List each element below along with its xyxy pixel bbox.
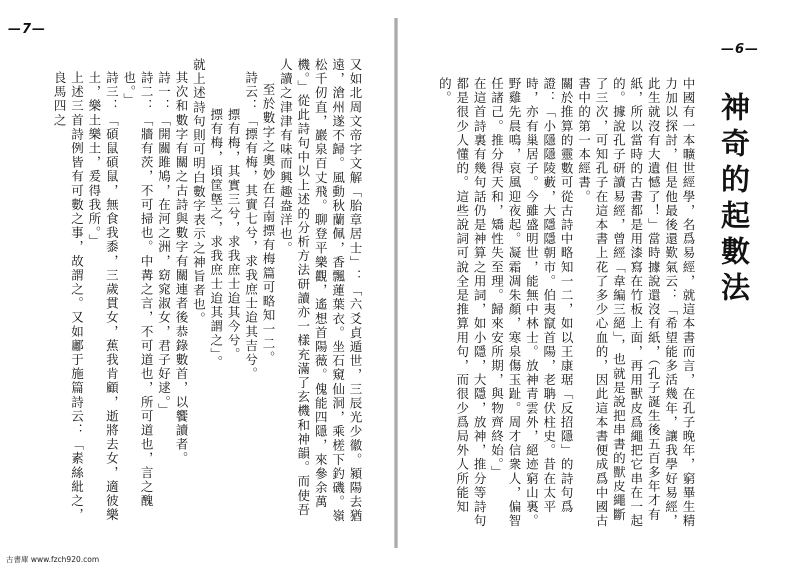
poem-line: 詩一：「開關雎鳩，在河之洲，窈窕淑女，君子好逑。」	[156, 70, 172, 417]
poem-line: 詩二：「牆有茨，不可掃也。中冓之言，不可道也，所可道也，言之醜也。」	[121, 70, 155, 508]
page-number-right: —6—	[720, 42, 759, 57]
poem-line: 摽有梅，其實三兮，求我庶士迨其今兮。	[226, 108, 242, 362]
paragraph: 上述三首詩例皆有可數之事，故謂之。又如鄘于施篇詩云：「素絲紕之，良馬四之	[52, 70, 85, 522]
right-page-body	[407, 64, 697, 534]
poem-line: 摽有梅，頃筐墍之，求我庶士迨其謂之」。	[208, 108, 224, 370]
paragraph: 至於數字之奧妙在召南摽有梅篇可略知一二。	[260, 83, 276, 365]
paragraph: 其次和數字有關之古詩與數字有關連者後恭錄數首，以饗讀者。	[173, 70, 189, 466]
paragraph: 又如北周文帝字文解「胎章居士」：「六爻貞遁世，三辰光少徽。潁陽去猶遠，滄州遂不歸。風動秋蘭佩，香飄蓮葉衣。坐石窺仙洞，乘槎下釣磯。嶺松千仞直，巖泉百丈飛。聊登平樂觀，遙想首陽薇。傀能四隱，來參余萬機。」從此詩句中以上述的分析方法研讀亦一樣充滿了玄機和神韻。而使吾人讀之津津有味而興趣盎洋也。	[278, 58, 363, 524]
page-number-left: —7—	[8, 22, 47, 37]
poem-line: 詩三：「碩鼠碩鼠，無食我黍，三歲貫女，蕉我肯顧，逝將去女，適彼樂土，樂土樂土，爰得我所。」	[86, 70, 120, 522]
left-page	[0, 0, 396, 569]
site-watermark: 古書庫 www.fzch920.com	[6, 555, 100, 564]
paragraph: 中國有一本曠世經學，名爲易經，就這本書而言，在孔子晚年，窮畢生精力加以探討，但是他最後還歎氣云：「希望能多活幾年，讓我學好易經，此生就沒有大遺憾了！」當時據說還沒有紙，（孔子誕生後五百多年才有紙，所以當時的古書都是用漆寫在竹板上面，再用獸皮爲繩把它串在一起的。據說孔子研讀易經，曾經「韋編三絕」，也就是說把串書的獸皮繩斷了三次，可知孔子在這本書上花了多少心血的，因此這本書便成爲中國古書中的第一本經書。	[576, 76, 696, 528]
paragraph: 關於推算的靈數可從古詩中略知一二，如以王康琚「反招隱」的詩句爲證：「小隱隱陵藪，大隱隱朝市。伯夷竄首陽，老聃伏柱史。昔在太平時，亦有巢居子。今雖盛明世，能無中林士。放神青雲外，絕迹窮山裏。野雞先晨鳴，哀風迎夜起。凝霜凋朱顏，寒泉傷玉趾。周才信衆人，偏智任諸己。推分得天和，矯性失至理。歸來安所期，與物齊終始。」	[489, 76, 575, 528]
right-page	[397, 0, 793, 569]
chapter-title: 神奇的起數法	[717, 92, 751, 308]
paragraph: 就上述詩句則可明白數字表示之神旨者也。	[191, 58, 207, 326]
paragraph: 在這首詩裏有幾句話仍是神算之用詞，如小隱，大隱，放神，推分等詩句都是很少人懂的。這些說詞可說全是推算用句，而很少爲局外人所能知的。	[437, 76, 488, 528]
left-page-body	[34, 58, 364, 528]
poem-line: 詩云：「摽有梅，其實七兮，求我庶士迨其吉兮。	[243, 70, 259, 381]
